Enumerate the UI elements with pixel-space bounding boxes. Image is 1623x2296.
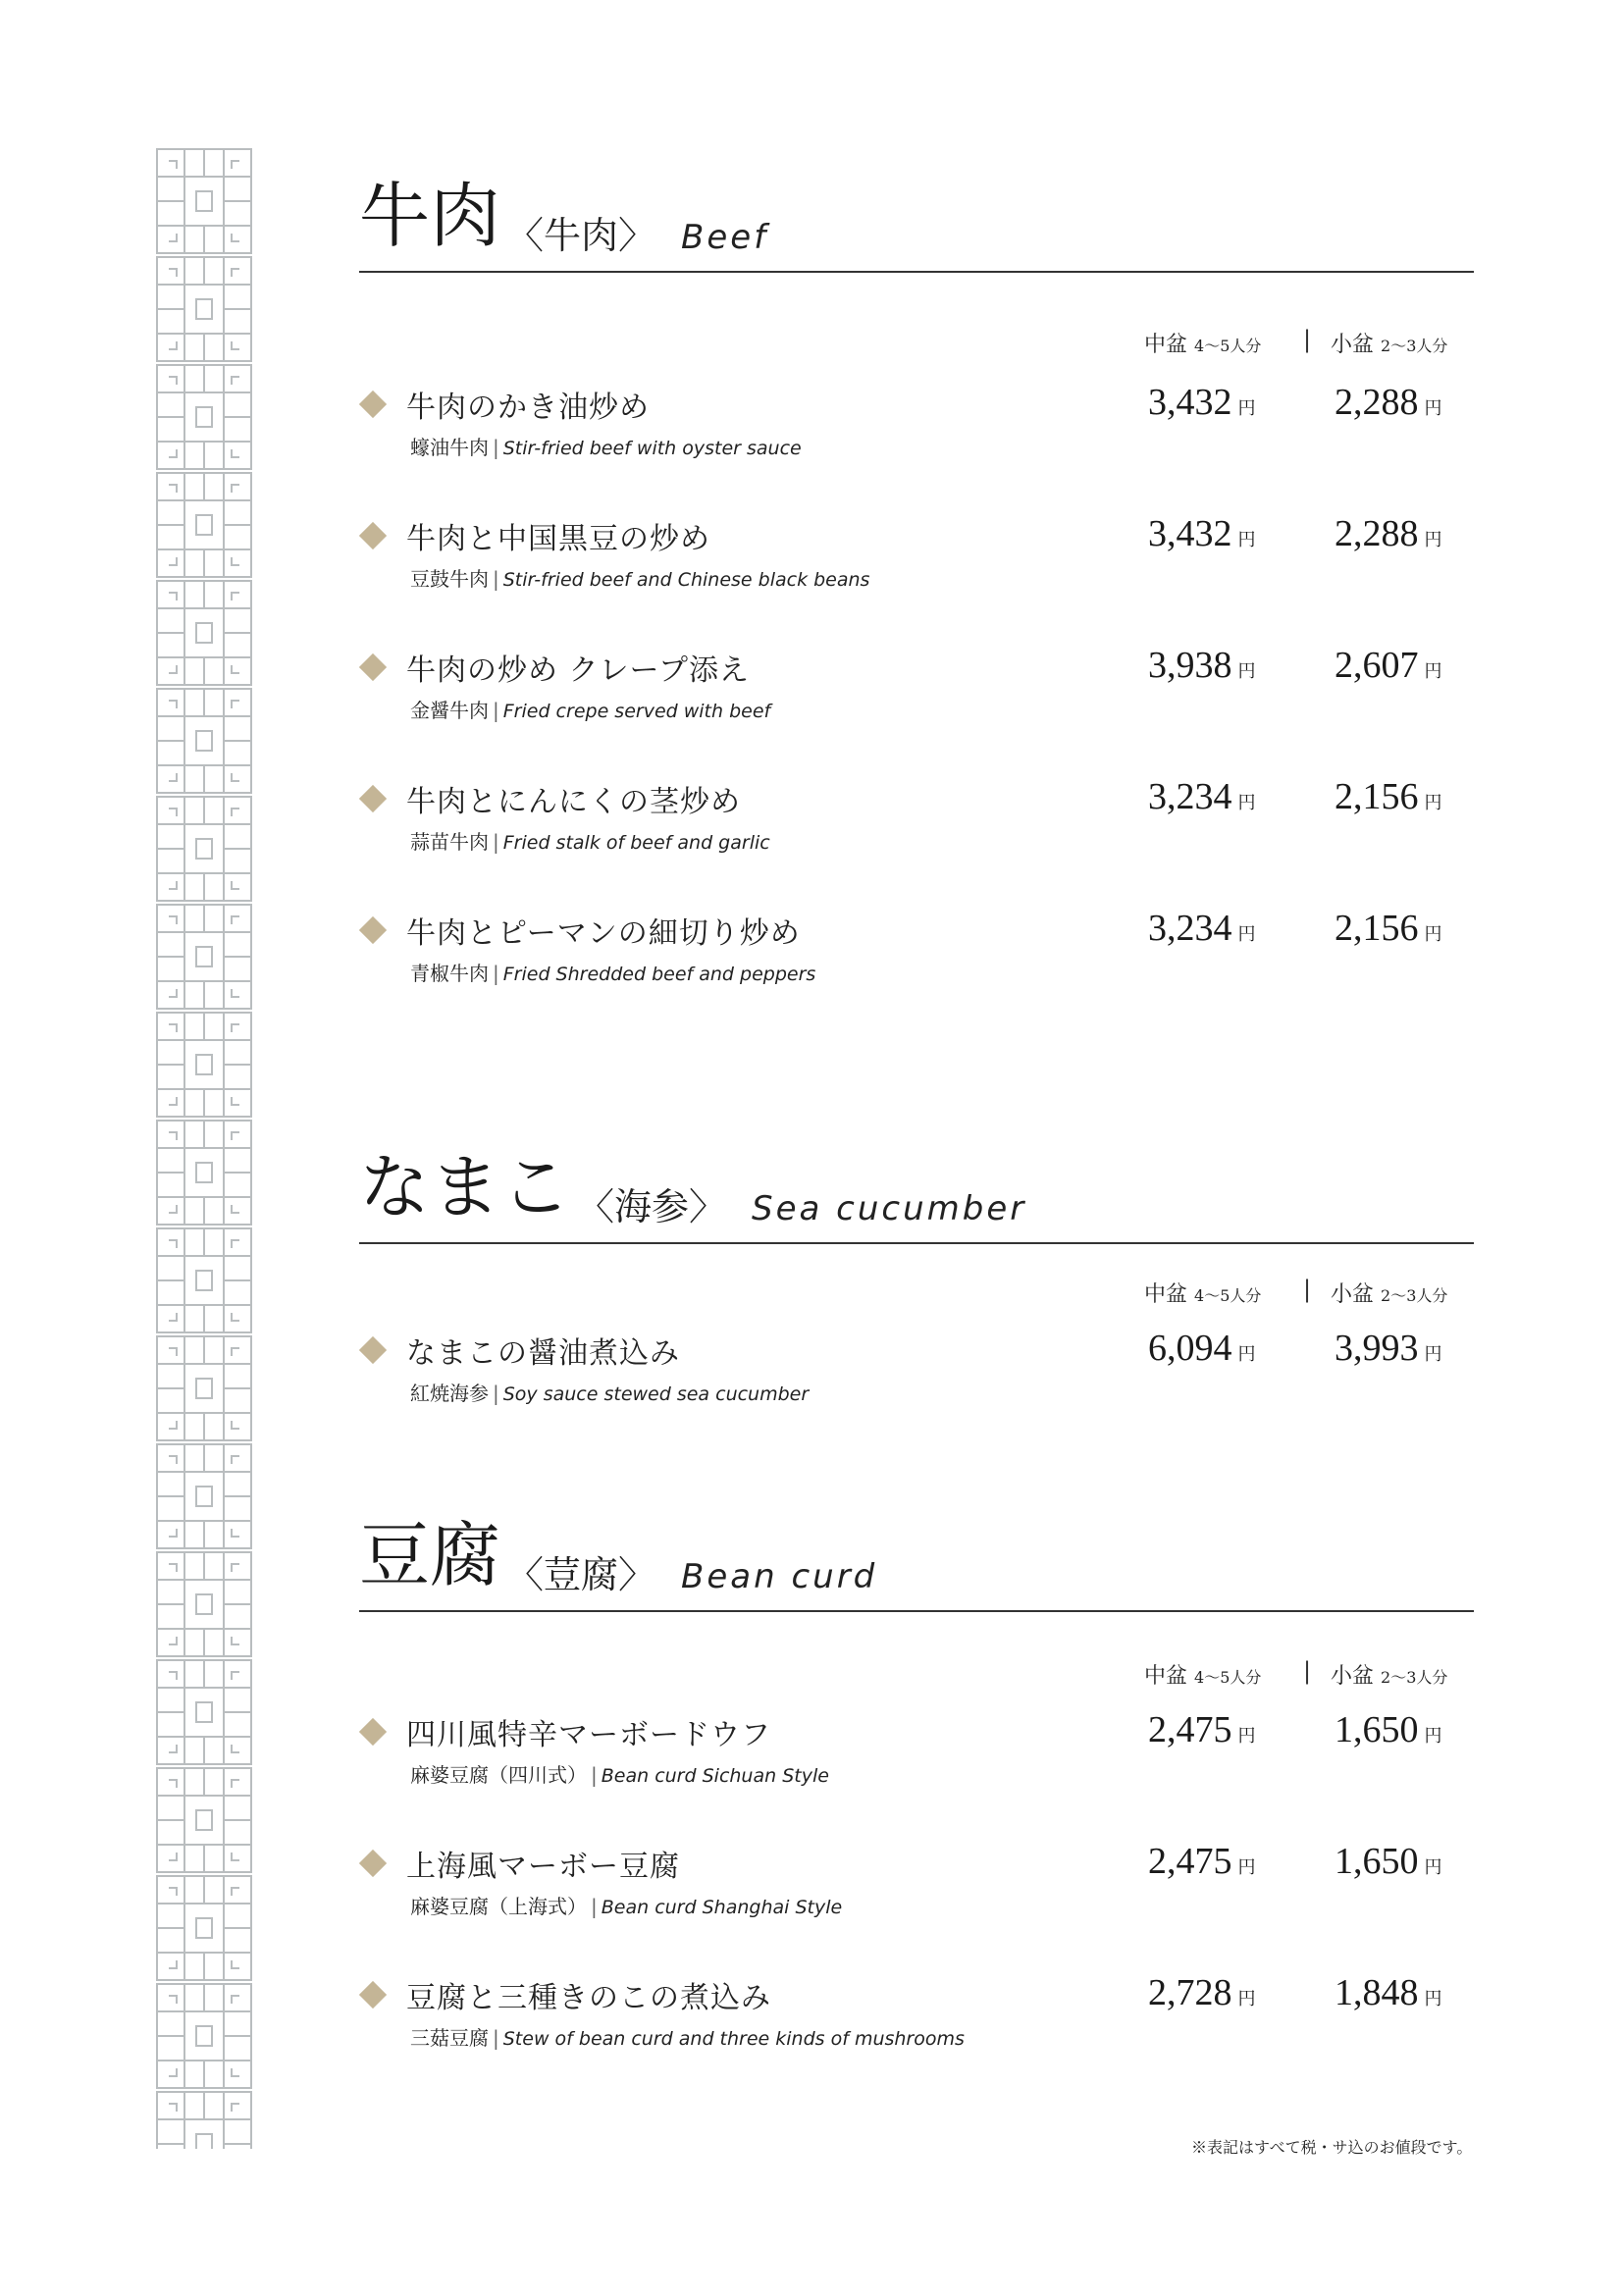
item-subtitle: 三菇豆腐 | Stew of bean curd and three kinds of mushrooms [410,2026,965,2050]
item-name: なまこの醤油煮込み [406,1336,680,1371]
size-header [359,1659,1474,1698]
section-title-jp: 豆腐 [359,1514,501,1596]
price-small: 1,848 円 [1335,1972,1442,2013]
price-small: 1,650 円 [1335,1709,1442,1750]
item-subtitle: 蒜苗牛肉 | Fried stalk of beef and garlic [410,830,770,854]
tax-included-note: ※表記はすべて税・サ込のお値段です。 [1191,2138,1473,2157]
section-title [359,1138,1474,1236]
item-subtitle: 金醤牛肉 | Fried crepe served with beef [410,699,771,722]
item-subtitle: 豆鼓牛肉 | Stir-fried beef and Chinese black beans [410,567,870,591]
size-header [359,328,1474,367]
menu-item [359,1842,1474,1973]
lattice-border-decoration [155,147,253,2149]
price-small: 2,288 円 [1335,513,1442,554]
section-divider [359,1610,1474,1612]
size-header [359,1278,1474,1317]
diamond-bullet-icon [359,1850,387,1877]
small-size-label: 小盆 2〜3人分 [1331,1282,1448,1307]
price-medium: 2,475 円 [1148,1709,1256,1750]
price-small: 2,156 円 [1335,908,1442,949]
item-subtitle: 蠔油牛肉 | Stir-fried beef with oyster sauce [410,436,802,459]
diamond-bullet-icon [359,522,387,549]
price-medium: 3,432 円 [1148,513,1256,554]
price-medium: 3,432 円 [1148,382,1256,423]
menu-item [359,514,1474,646]
price-small: 1,650 円 [1335,1841,1442,1882]
menu-item [359,1329,1474,1460]
price-small: 2,288 円 [1335,382,1442,423]
item-subtitle: 青椒牛肉 | Fried Shredded beef and peppers [410,962,816,985]
menu-item [359,1973,1474,2105]
diamond-bullet-icon [359,1718,387,1746]
diamond-bullet-icon [359,785,387,812]
size-separator: | [1303,1276,1312,1303]
section-beef [359,167,1474,1040]
small-size-label: 小盆 2〜3人分 [1331,333,1448,357]
diamond-bullet-icon [359,1981,387,2009]
section-title-cn: 〈牛肉〉 [506,214,656,257]
section-title-en: Bean curd [681,1557,878,1596]
size-separator: | [1303,1657,1312,1685]
item-name: 牛肉とピーマンの細切り炒め [406,916,801,951]
item-name: 牛肉とにんにくの茎炒め [406,785,741,819]
diamond-bullet-icon [359,653,387,681]
section-title-jp: なまこ [359,1146,572,1228]
section-title [359,1506,1474,1604]
menu-item [359,909,1474,1040]
section-sea-cucumber [359,1138,1474,1460]
price-medium: 3,234 円 [1148,776,1256,817]
section-bean-curd [359,1506,1474,2105]
item-subtitle: 麻婆豆腐（四川式） | Bean curd Sichuan Style [410,1763,829,1787]
small-size-label: 小盆 2〜3人分 [1331,1664,1448,1689]
price-small: 2,607 円 [1335,645,1442,686]
diamond-bullet-icon [359,391,387,418]
price-medium: 3,938 円 [1148,645,1256,686]
price-small: 2,156 円 [1335,776,1442,817]
section-divider [359,1242,1474,1244]
item-name: 四川風特辛マーボードウフ [406,1718,771,1752]
item-name: 牛肉のかき油炒め [406,391,650,425]
section-title-cn: 〈海参〉 [577,1185,727,1228]
diamond-bullet-icon [359,1336,387,1364]
section-divider [359,271,1474,273]
menu-item [359,383,1474,514]
section-title-en: Sea cucumber [752,1189,1027,1228]
section-title [359,167,1474,265]
item-subtitle: 麻婆豆腐（上海式） | Bean curd Shanghai Style [410,1895,843,1918]
item-name: 牛肉と中国黒豆の炒め [406,522,710,556]
item-subtitle: 紅焼海参 | Soy sauce stewed sea cucumber [410,1382,810,1405]
menu-item [359,646,1474,777]
medium-size-label: 中盆 4〜5人分 [1144,1282,1262,1307]
medium-size-label: 中盆 4〜5人分 [1144,333,1262,357]
item-name: 上海風マーボー豆腐 [406,1850,680,1884]
price-medium: 2,475 円 [1148,1841,1256,1882]
price-medium: 3,234 円 [1148,908,1256,949]
price-medium: 2,728 円 [1148,1972,1256,2013]
diamond-bullet-icon [359,916,387,944]
medium-size-label: 中盆 4〜5人分 [1144,1664,1262,1689]
section-title-en: Beef [681,218,769,257]
menu-item [359,777,1474,909]
price-medium: 6,094 円 [1148,1328,1256,1369]
item-name: 豆腐と三種きのこの煮込み [406,1981,771,2015]
size-separator: | [1303,326,1312,353]
item-name: 牛肉の炒め クレープ添え [406,653,751,688]
section-title-cn: 〈荳腐〉 [506,1553,656,1596]
section-title-jp: 牛肉 [359,175,501,257]
menu-item [359,1710,1474,1842]
price-small: 3,993 円 [1335,1328,1442,1369]
